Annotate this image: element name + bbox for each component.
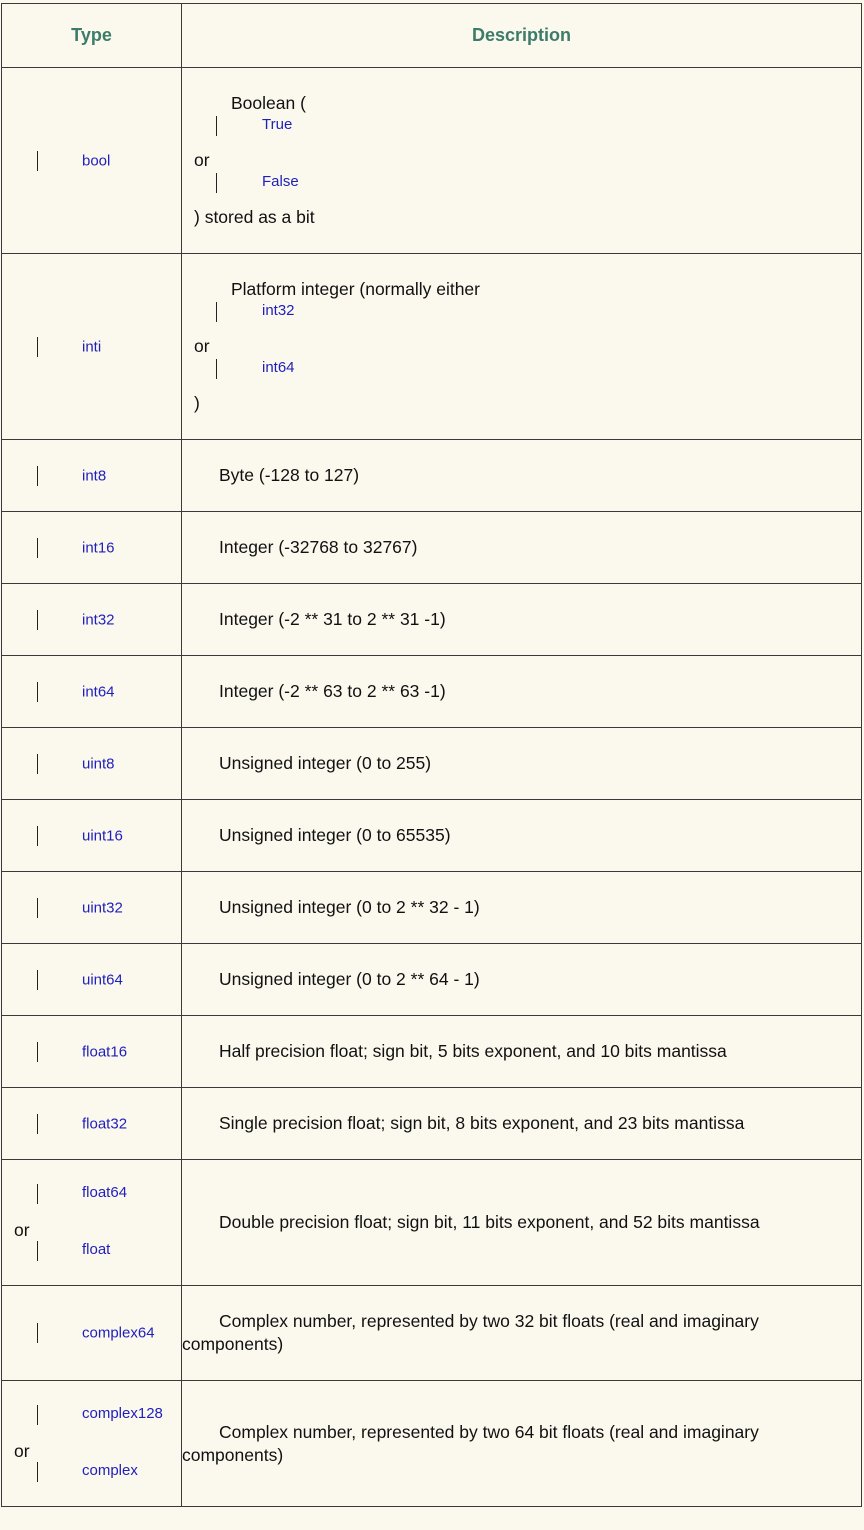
- type-code[interactable]: uint16: [82, 827, 123, 844]
- type-header: Type: [2, 4, 182, 68]
- description-cell: [182, 656, 862, 728]
- table-row: [2, 440, 862, 512]
- inline-code[interactable]: True: [262, 116, 293, 133]
- table-row: [2, 1160, 862, 1286]
- desc-text: Double precision float; sign bit, 11 bits exponent, and 52 bits mantissa: [219, 1212, 760, 1232]
- description-cell: [182, 512, 862, 584]
- table-row: [2, 1381, 862, 1507]
- code-marker: [37, 538, 38, 558]
- type-code[interactable]: float16: [82, 1043, 128, 1060]
- code-marker: [216, 173, 217, 193]
- type-code[interactable]: int64: [82, 683, 115, 700]
- desc-text: ) stored as a bit: [194, 207, 315, 227]
- description-cell: [182, 1016, 862, 1088]
- code-marker: [37, 466, 38, 486]
- table-row: [2, 872, 862, 944]
- type-code[interactable]: complex128: [82, 1405, 163, 1422]
- desc-text: Boolean (: [231, 93, 306, 113]
- header-row: [2, 4, 862, 68]
- code-marker: [216, 116, 217, 136]
- table-row: [2, 1286, 862, 1381]
- table-row: [2, 944, 862, 1016]
- type-cell: [2, 584, 182, 656]
- type-cell: [2, 68, 182, 254]
- table-row: [2, 800, 862, 872]
- inline-code[interactable]: int32: [262, 302, 295, 319]
- type-code[interactable]: complex: [82, 1462, 138, 1479]
- type-code[interactable]: float64: [82, 1184, 128, 1201]
- table-row: [2, 1088, 862, 1160]
- code-marker: [37, 610, 38, 630]
- type-cell: [2, 656, 182, 728]
- code-marker: [37, 1405, 38, 1425]
- code-marker: [37, 898, 38, 918]
- table-row: [2, 1016, 862, 1088]
- inline-code[interactable]: int64: [262, 359, 295, 376]
- code-marker: [37, 1184, 38, 1204]
- type-code[interactable]: uint8: [82, 755, 115, 772]
- inline-code[interactable]: False: [262, 173, 299, 190]
- dtype-table: [1, 3, 862, 1507]
- type-code[interactable]: int8: [82, 467, 107, 484]
- type-cell: [2, 872, 182, 944]
- type-cell: [2, 512, 182, 584]
- desc-text: Complex number, represented by two 64 bit floats (real and imaginary components): [182, 1421, 759, 1465]
- description-cell: [182, 254, 862, 440]
- desc-text: or: [194, 336, 210, 356]
- type-cell: [2, 254, 182, 440]
- code-marker: [37, 337, 38, 357]
- type-code[interactable]: int16: [82, 539, 115, 556]
- table-row: [2, 728, 862, 800]
- type-code[interactable]: uint32: [82, 899, 123, 916]
- desc-text: Half precision float; sign bit, 5 bits exponent, and 10 bits mantissa: [219, 1041, 727, 1061]
- or-text: or: [14, 1220, 30, 1240]
- code-marker: [37, 754, 38, 774]
- code-marker: [37, 970, 38, 990]
- description-cell: [182, 872, 862, 944]
- desc-text: Unsigned integer (0 to 2 ** 32 - 1): [219, 897, 480, 917]
- code-marker: [37, 1462, 38, 1482]
- type-cell: [2, 944, 182, 1016]
- code-marker: [37, 682, 38, 702]
- code-marker: [37, 826, 38, 846]
- table-row: [2, 656, 862, 728]
- description-cell: [182, 1381, 862, 1507]
- desc-text: Unsigned integer (0 to 255): [219, 753, 432, 773]
- description-cell: [182, 944, 862, 1016]
- desc-text: or: [194, 150, 210, 170]
- code-marker: [37, 151, 38, 171]
- desc-text: Unsigned integer (0 to 65535): [219, 825, 451, 845]
- code-marker: [37, 1114, 38, 1134]
- description-cell: [182, 1088, 862, 1160]
- type-code[interactable]: float32: [82, 1115, 128, 1132]
- code-marker: [37, 1323, 38, 1343]
- type-cell: [2, 1088, 182, 1160]
- type-cell: [2, 1286, 182, 1381]
- code-marker: [216, 359, 217, 379]
- type-code[interactable]: uint64: [82, 971, 123, 988]
- desc-text: Single precision float; sign bit, 8 bits exponent, and 23 bits mantissa: [219, 1113, 745, 1133]
- description-cell: [182, 440, 862, 512]
- type-cell: [2, 728, 182, 800]
- description-cell: [182, 584, 862, 656]
- description-cell: [182, 1286, 862, 1381]
- type-code[interactable]: inti: [82, 338, 102, 355]
- table-row: [2, 68, 862, 254]
- code-marker: [216, 302, 217, 322]
- code-marker: [37, 1042, 38, 1062]
- description-header: Description: [182, 4, 862, 68]
- type-cell: [2, 1160, 182, 1286]
- type-code[interactable]: float: [82, 1241, 111, 1258]
- desc-text: Unsigned integer (0 to 2 ** 64 - 1): [219, 969, 480, 989]
- type-code[interactable]: complex64: [82, 1324, 155, 1342]
- code-marker: [37, 1241, 38, 1261]
- table-row: [2, 584, 862, 656]
- desc-text: Complex number, represented by two 32 bit floats (real and imaginary components): [182, 1311, 759, 1354]
- description-cell: [182, 1160, 862, 1286]
- desc-text: Integer (-2 ** 63 to 2 ** 63 -1): [219, 681, 446, 701]
- description-cell: [182, 728, 862, 800]
- description-cell: [182, 800, 862, 872]
- type-cell: [2, 800, 182, 872]
- desc-text: Byte (-128 to 127): [219, 465, 360, 485]
- table-row: [2, 512, 862, 584]
- type-cell: [2, 1381, 182, 1507]
- desc-text: Integer (-2 ** 31 to 2 ** 31 -1): [219, 609, 446, 629]
- type-cell: [2, 440, 182, 512]
- or-text: or: [14, 1441, 30, 1461]
- table-row: [2, 254, 862, 440]
- desc-text: Platform integer (normally either: [231, 279, 480, 299]
- type-code[interactable]: bool: [82, 152, 111, 169]
- type-cell: [2, 1016, 182, 1088]
- type-code[interactable]: int32: [82, 611, 115, 628]
- description-cell: [182, 68, 862, 254]
- desc-text: ): [194, 393, 200, 413]
- desc-text: Integer (-32768 to 32767): [219, 537, 418, 557]
